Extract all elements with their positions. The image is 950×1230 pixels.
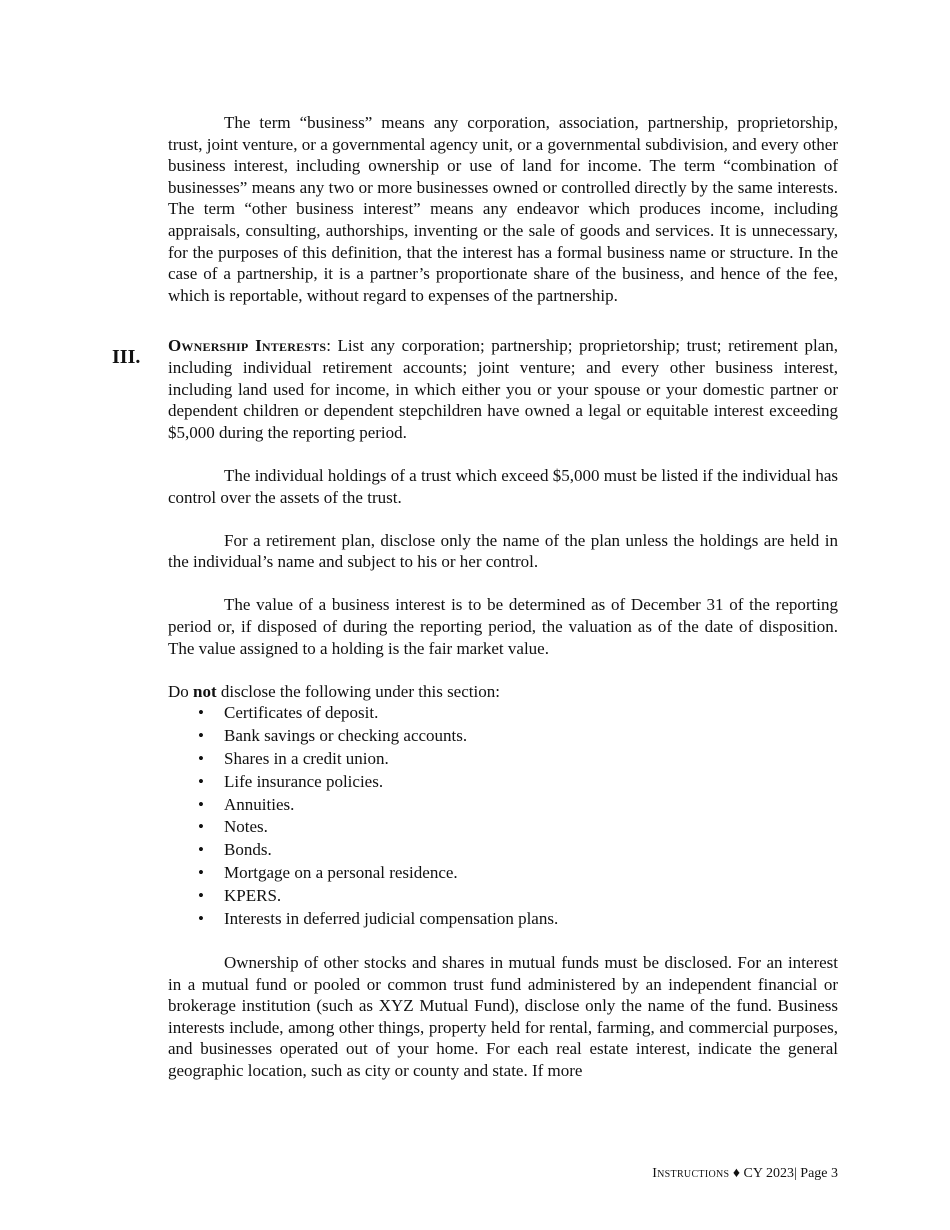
section-number: III. (112, 346, 141, 368)
list-item: • Mortgage on a personal residence. (168, 862, 838, 885)
business-definition-paragraph: The term “business” means any corporation, association, partnership, proprietorship, trust, joint venture, or a governmental agency unit, or a governmental subdivision, and every other business interest, including ownership or use of land for income. The term “combination of businesses” means any two or more businesses owned or controlled directly by the same interests. The term “other business interest” means any endeavor which produces income, including appraisals, consulting, authorships, inventing or the sale of goods and services. It is unnecessary, for the purposes of this definition, that the interest has a formal business name or structure. In the case of a partnership, it is a partner’s proportionate share of the business, and hence of the fee, which is reportable, without regard to expenses of the partnership. (168, 113, 838, 305)
do-not-disclose-intro (168, 681, 838, 703)
do-not-prefix: Do (168, 681, 194, 701)
footer-divider: | (793, 1166, 797, 1181)
stocks-mutual-funds-paragraph: Ownership of other stocks and shares in mutual funds must be disclosed. For an interest in a mutual fund or pooled or common trust fund administered by an independent financial or brokerage institution (such as XYZ Mutual Fund), disclose only the name of the fund. Business interests include, among other things, property held for rental, farming, and commercial purposes, and businesses operated out of your home. For each real estate interest, indicate the general geographic location, such as city or county and state. If more (168, 953, 838, 1080)
ownership-interests-intro (168, 335, 838, 443)
list-item: • KPERS. (168, 885, 838, 908)
section-heading-colon: : (326, 336, 331, 356)
list-item: • Bonds. (168, 839, 838, 862)
page-number: Page 3 (796, 1166, 838, 1181)
spacer (168, 659, 838, 681)
retirement-plan-paragraph: For a retirement plan, disclose only the name of the plan unless the holdings are held in the individual’s name and subject to his or her control. (168, 530, 838, 572)
spacer (168, 443, 838, 465)
footer-separator: ♦ (729, 1166, 744, 1181)
footer-period: CY 2023 (743, 1166, 794, 1181)
page-footer (652, 1166, 838, 1182)
list-item: • Notes. (168, 816, 838, 839)
spacer (168, 306, 838, 335)
document-body (168, 112, 838, 1082)
list-item: • Shares in a credit union. (168, 748, 838, 771)
do-not-bold: not (193, 681, 217, 701)
section-intro-text: List any corporation; partnership; proprietorship; trust; retirement plan, including individual retirement accounts; joint venture; and every other business interest, including land used for income, in which either you or your spouse or your domestic partner or dependent children or dependent stepchildren have owned a legal or equitable interest exceeding $5,000 during the reporting period. (168, 336, 838, 442)
list-item: • Annuities. (168, 794, 838, 817)
section-heading: Ownership Interests (168, 336, 327, 356)
list-item: • Certificates of deposit. (168, 702, 838, 725)
spacer (168, 508, 838, 530)
business-value-paragraph: The value of a business interest is to be determined as of December 31 of the reporting period or, if disposed of during the reporting period, the valuation as of the date of disposition. The value assigned to a holding is the fair market value. (168, 595, 838, 658)
do-not-suffix: disclose the following under this section: (216, 681, 500, 701)
spacer (168, 930, 838, 952)
footer-label: Instructions (652, 1166, 730, 1181)
list-item: • Bank savings or checking accounts. (168, 725, 838, 748)
list-item: • Interests in deferred judicial compensation plans. (168, 908, 838, 931)
list-item: • Life insurance policies. (168, 771, 838, 794)
exclusion-list (168, 702, 838, 930)
spacer (168, 573, 838, 595)
trust-paragraph: The individual holdings of a trust which exceed $5,000 must be listed if the individual has control over the assets of the trust. (168, 465, 838, 507)
